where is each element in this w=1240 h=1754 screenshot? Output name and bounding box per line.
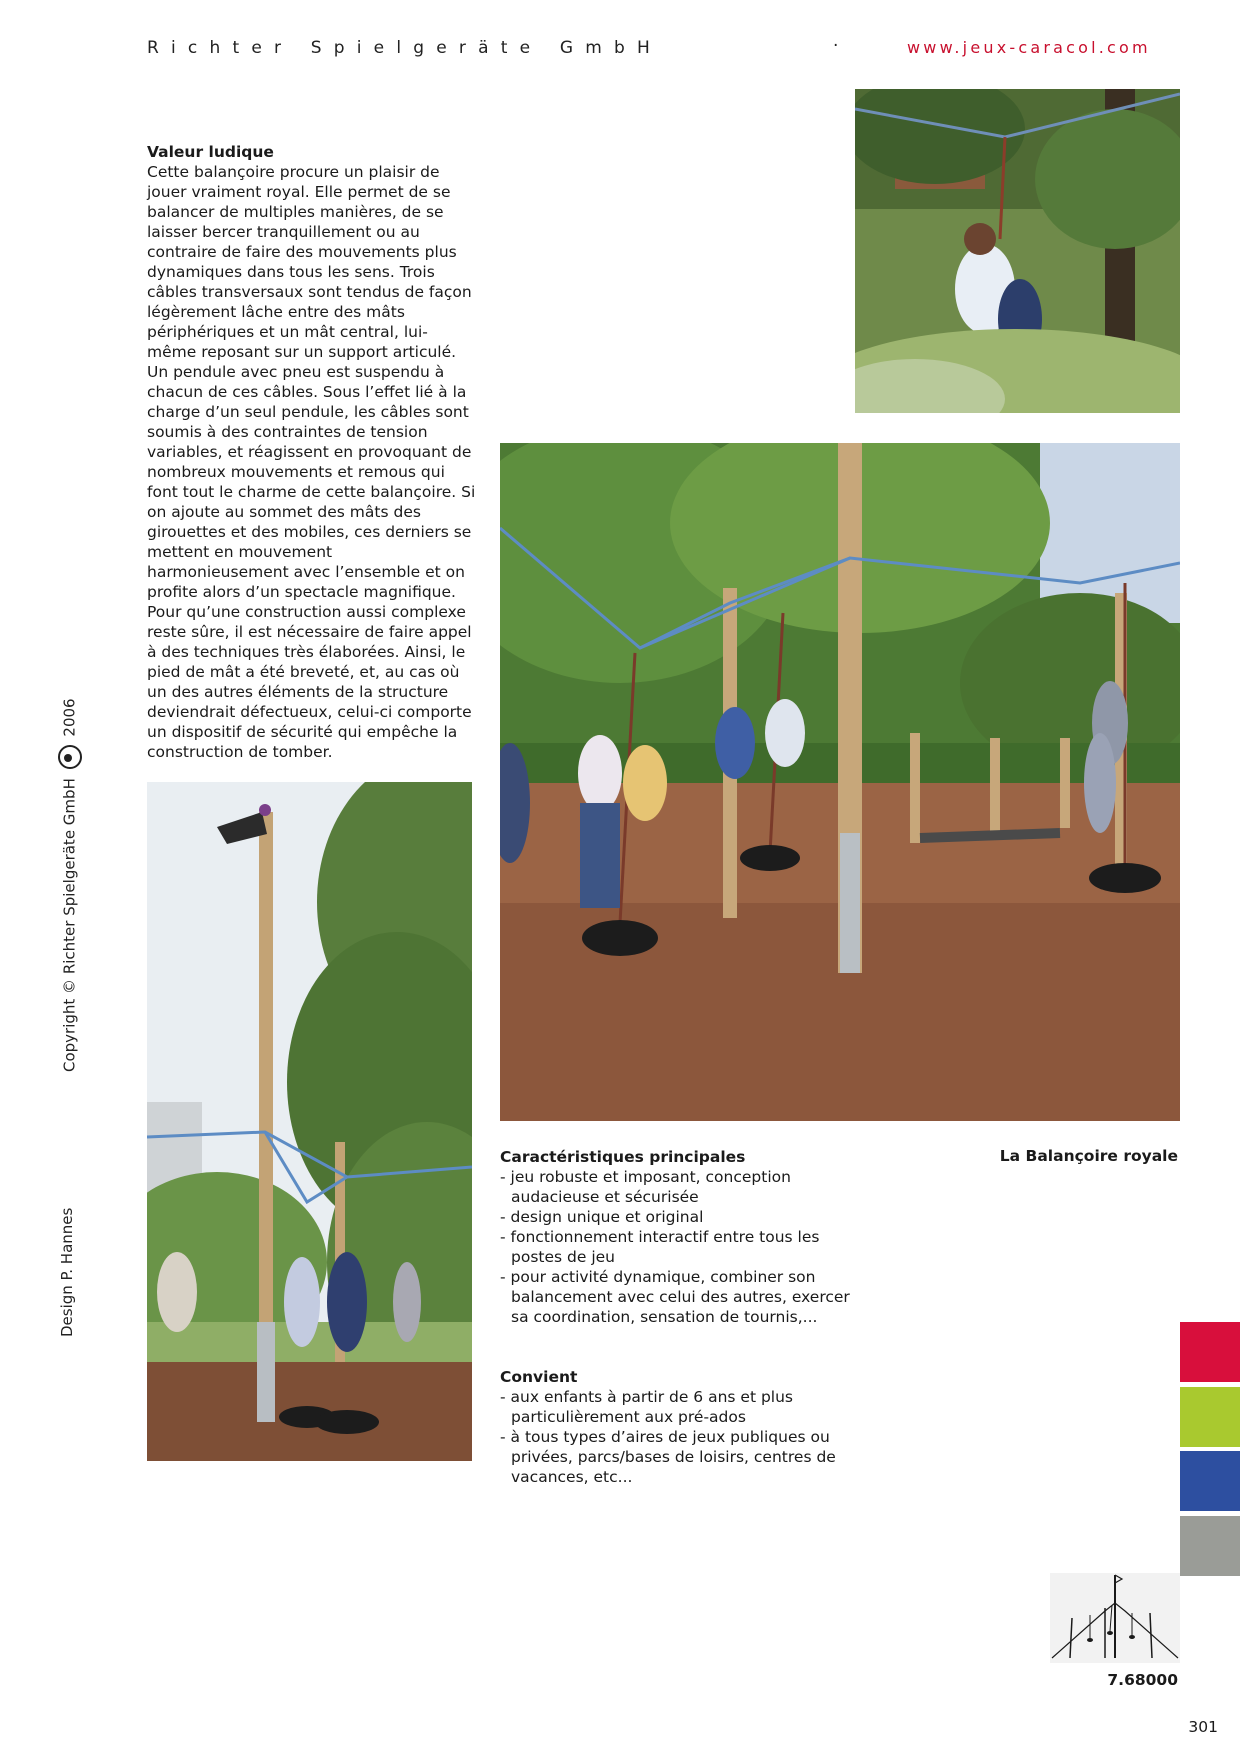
design-credit: Design P. Hannes — [58, 1207, 76, 1337]
product-code: 7.68000 — [1107, 1671, 1178, 1689]
list-item: - pour activité dynamique, combiner son balancement avec celui des autres, exercer sa coordination, sensation de tournis,... — [500, 1267, 850, 1327]
list-item: - à tous types d’aires de jeux publiques ou privées, parcs/bases de loisirs, centres de vacances, etc... — [500, 1427, 850, 1487]
convient-heading: Convient — [500, 1368, 578, 1386]
convient-list — [500, 1387, 850, 1487]
header-separator: · — [833, 36, 839, 56]
list-item: - design unique et original — [500, 1207, 850, 1227]
color-tab-blue — [1180, 1451, 1240, 1511]
caracteristiques-list — [500, 1167, 850, 1327]
convient-section — [500, 1367, 850, 1487]
copyright-year: 2006 — [60, 698, 79, 737]
valeur-ludique-heading: Valeur ludique — [147, 143, 274, 161]
list-item: - aux enfants à partir de 6 ans et plus particulièrement aux pré-ados — [500, 1387, 850, 1427]
caracteristiques-heading: Caractéristiques principales — [500, 1148, 746, 1166]
photo-swing-closeup — [855, 89, 1180, 413]
copyright-text: Copyright © Richter Spielgeräte GmbH — [60, 778, 79, 1072]
photo-mast-weathervane — [147, 782, 472, 1461]
header-company: Richter Spielgeräte GmbH — [147, 38, 662, 58]
product-name: La Balançoire royale — [999, 1147, 1178, 1165]
schematic-drawing — [1050, 1573, 1180, 1663]
valeur-ludique-body: Cette balançoire procure un plaisir de jouer vraiment royal. Elle permet de se balancer de multiples manières, de se laisser bercer tranquillement ou au contraire de faire des mouvements plus dynamiques dans tous les sens. Trois câbles transversaux sont tendus de façon légèrement lâche entre des mâts périphériques et un mât central, lui-même reposant sur un support articulé. Un pendule avec pneu est suspendu à chacun de ces câbles. Sous l’effet lié à la charge d’un seul pendule, les câbles sont soumis à des contraintes de tension variables, et réagissent en provoquant de nombreux mouvements et remous qui font tout le charme de cette balançoire. Si on ajoute au sommet des mâts des girouettes et des mobiles, ces derniers se mettent en mouvement harmonieusement avec l’ensemble et on profite alors d’un spectacle magnifique. Pour qu’une construction aussi complexe reste sûre, il est nécessaire de faire appel à des techniques très élaborées. Ainsi, le pied de mât a été breveté, et, au cas où un des autres éléments de la structure deviendrait défectueux, celui-ci comporte un dispositif de sécurité qui empêche la construction de tomber. — [147, 163, 476, 761]
list-item: - fonctionnement interactif entre tous les postes de jeu — [500, 1227, 850, 1267]
color-tab-green — [1180, 1387, 1240, 1447]
page-number: 301 — [1188, 1718, 1218, 1736]
richter-logo-icon — [58, 745, 82, 769]
valeur-ludique-section — [147, 142, 477, 762]
photo-playground-overview — [500, 443, 1180, 1121]
color-tab-red — [1180, 1322, 1240, 1382]
list-item: - jeu robuste et imposant, conception audacieuse et sécurisée — [500, 1167, 850, 1207]
caracteristiques-section — [500, 1147, 850, 1327]
header-url-link[interactable]: www.jeux-caracol.com — [907, 38, 1151, 57]
color-tab-gray — [1180, 1516, 1240, 1576]
copyright-notice — [58, 698, 82, 1072]
